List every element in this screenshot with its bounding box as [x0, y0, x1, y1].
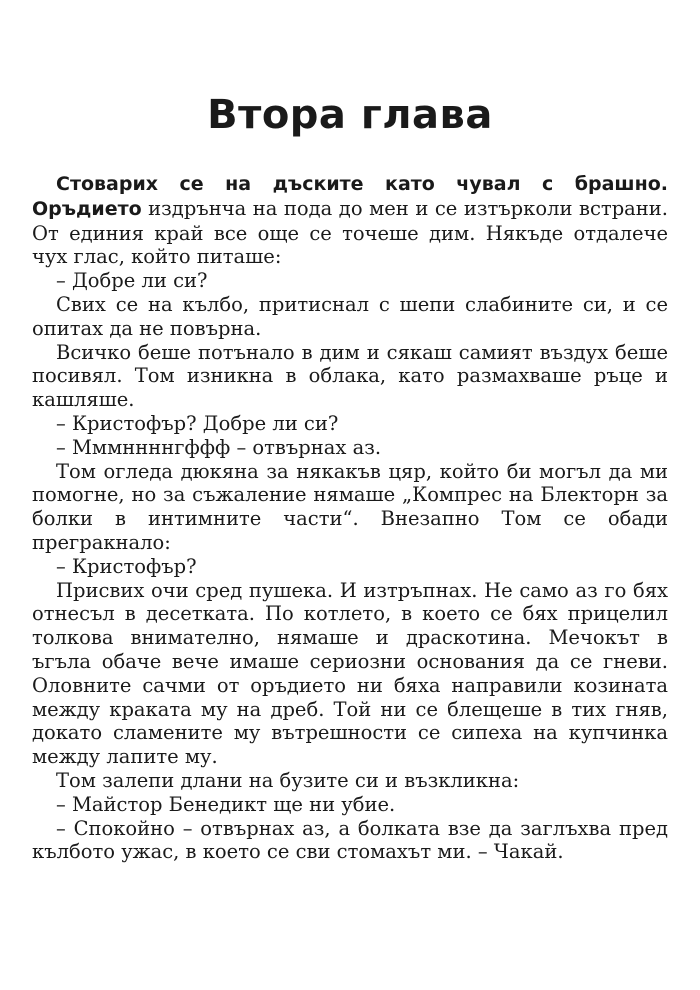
paragraph-7: Том огледа дюкяна за някакъв цяр, който би могъл да ми помогне, но за съжаление нямаше „Компрес на Блекторн за болки в интимните части“. Внезапно Том се обади прегракнало:: [32, 459, 668, 554]
chapter-title: Втора глава: [207, 92, 493, 138]
paragraph-11: – Майстор Бенедикт ще ни убие.: [56, 792, 396, 816]
paragraph-3: Свих се на кълбо, притиснал с шепи слабините си, и се опитах да не повърна.: [32, 292, 668, 340]
paragraph-9: Присвих очи сред пушека. И изтръпнах. Не само аз го бях отнесъл в десетката. По котлето, в което се бях прицелил толкова внимателно, нямаше и драскотина. Мечокът в ъгъла обаче вече имаше сериозни основания да се гневи. Оловните сачми от оръдието ни бяха направили козината между краката му на дреб. Той ни се блещеше в тих гняв, докато сламените му вътрешности се сипеха на купчинка между лапите му.: [32, 578, 668, 769]
paragraph-12: – Спокойно – отвърнах аз, а болката взе да заглъхва пред кълбото ужас, в което се сви стомахът ми. – Чакай.: [32, 816, 668, 864]
paragraph-10: Том залепи длани на бузите си и възкликна:: [56, 768, 520, 792]
paragraph-text: издрънча на пода до мен и се изтърколи встрани. От единия край все още се точеше дим. Някъде отдалече чух глас, който питаше:: [32, 196, 668, 269]
paragraph-6: – Мммннннгффф – отвърнах аз.: [56, 435, 382, 459]
paragraph-4: Всичко беше потънало в дим и сякаш самият въздух беше посивял. Том изникна в облака, като размахваше ръце и кашляше.: [32, 340, 668, 412]
paragraph-2: – Добре ли си?: [56, 269, 208, 293]
paragraph-5: – Кристофър? Добре ли си?: [56, 411, 339, 435]
chapter-body: [32, 172, 668, 864]
paragraph-8: – Кристофър?: [56, 554, 197, 578]
paragraph-1: [32, 172, 668, 269]
paragraph-lead-bold: Стоварих се на дъските като чувал с брашно. Оръдието: [32, 173, 668, 220]
